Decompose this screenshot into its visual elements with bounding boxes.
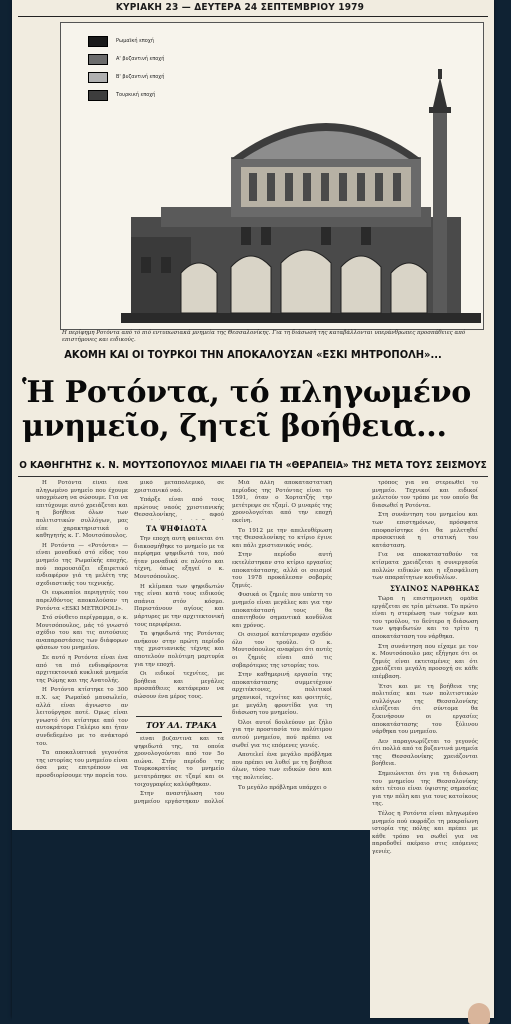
paragraph: Στην περίοδο αυτή εκτελέστηκαν στο κτίριο εργασίες αποκατάστασης, αλλά οι σεισμοί του 1978 προκάλεσαν σοβαρές ζημιές. — [232, 552, 332, 589]
section-heading: ΣΥΛΙΝΟΣ ΝΑΡΘΗΚΑΣ — [390, 584, 480, 593]
article-byline: ΤΟΥ ΑΛ. ΤΡΑΚΑ — [146, 720, 217, 730]
byline-rule — [136, 716, 222, 717]
thumb-holding-clipping — [468, 1003, 490, 1024]
paragraph: Αποτελεί ένα μεγάλο πρόβλημα που πρέπει να λυθεί με τη βοήθεια όλων, τόσο των ειδικών όσο και της πολιτείας. — [232, 752, 332, 781]
figure-legend — [88, 32, 164, 104]
article-column-2-middle — [134, 536, 224, 714]
article-overline: ΑΚΟΜΗ ΚΑΙ ΟΙ ΤΟΥΡΚΟΙ ΤΗΝ ΑΠΟΚΑΛΟΥΣΑΝ «ΕΣΚΙ ΜΗΤΡΟΠΟΛΗ»... — [64, 348, 442, 361]
paragraph: Τα αποκαλυπτικά γεγονότα της ιστορίας του μνημείου είναι όσα μας επιτρέπουν να προσδιορίσουμε την πορεία του. — [36, 750, 128, 779]
paragraph: Οι ευρωπαίοι περιηγητές του παρελθόντος αποκαλούσαν τη Ροτόντα «ESKI METROPOLI». — [36, 590, 128, 612]
figure-caption: Η περίφημη Ροτόντα από τό πιό εντυπωσιακά μνημεία της Θεσσαλονίκης. Για τη διάσωσή της καταβάλλονται υπεράνθρωπες προσπάθειες από επιστήμονες και ειδικούς. — [62, 330, 466, 343]
legend-item — [88, 50, 164, 68]
paragraph: Το 1912 με την απελευθέρωση της Θεσσαλονίκης το κτίριο έγινε και πάλι χριστιανικός ναός. — [232, 527, 332, 549]
paragraph: Οι ειδικοί τεχνίτες, με βοήθεια και μεγάλες προσπάθειες κατάφεραν να σώσουν ένα μέρος τους. — [134, 671, 224, 700]
paragraph: Την εποχή αυτή φαίνεται ότι διακοσμήθηκε το μνημείο με τα περίφημα ψηφιδωτά του, πού ήταν μοναδικά σε πλούτο και τέχνη, όπως εξηγεί ο κ. Μουτσόπουλος. — [134, 536, 224, 580]
legend-label: Τουρκική εποχή — [116, 92, 156, 98]
paragraph: Η Ροτόντα — «Ροτόντα» — είναι μοναδικό στό είδος του μνημείο της Ρωμαϊκής εποχής, πού παρουσιάζει εξαιρετικό ενδιαφέρον γιά τη μελέτη της σχεδιαστικής του τεχνικής. — [36, 542, 128, 587]
paragraph: Για να αποκατασταθούν τα κτίσματα χρειάζεται η συνεργασία πολλών ειδικών και η εξασφάλιση των απαραίτητων κονδυλίων. — [372, 552, 478, 580]
paragraph: Στό σύνθετο περίγραμμα, ο κ. Μουτσόπουλος, μάς τό γνωστό σχέδιο του και τις αυτούσιες αναπαραστάσεις των διάφορων φάσεων του μνημείου. — [36, 615, 128, 652]
legend-swatch — [88, 36, 108, 47]
byline-rule — [136, 732, 222, 733]
article-headline: Ἡ Ροτόντα, τό πληγωμένο μνημεῖο, ζητεῖ βοήθεια... — [22, 375, 471, 444]
paragraph: Το μεγάλο πρόβλημα υπάρχει ο — [238, 784, 327, 791]
legend-swatch — [88, 54, 108, 65]
article-column-1 — [36, 480, 128, 804]
paragraph: Φυσικά οι ζημιές που υπέστη το μνημείο είναι μεγάλες και για την αποκατάστασή τους θα απαιτηθούν σημαντικά κονδύλια και χρόνος. — [232, 592, 332, 629]
legend-swatch — [88, 90, 108, 101]
paragraph: Οι σεισμοί κατέστρεψαν σχεδόν όλο τον τρούλο. Ο κ. Μουτσόπουλος αναφέρει ότι αυτές οι ζημιές είναι από τις σοβαρότερες της ιστορίας του. — [232, 632, 332, 669]
paragraph: Τώρα η επιστημονική ομάδα εργάζεται σε τρία μέτωπα. Το πρώτο είναι η στερέωση των τοίχων και του τρούλου, το δεύτερο η διάσωση των ψηφιδωτών και το τρίτο η αποκατάσταση του νάρθηκα. — [372, 596, 478, 640]
paragraph: Η Ροτόντα κτίστηκε το 300 π.Χ. ως Ρωμαϊκό μαυσωλείο, αλλά είναι άγνωστο αν λειτούργησε ποτέ. Ομως είναι γνωστό ότι κτίστηκε από τον αυτοκράτορα Γαλέριο και ήταν συνδεδεμένο με το ανάκτορό του. — [36, 687, 128, 747]
paragraph: Σε αυτό η Ροτόντα είναι ένα από τα πιό ενδιαφέροντα αρχιτεκτονικά κυκλικά μνημεία της Ρώμης και της Ανατολής. — [36, 655, 128, 684]
article-column-4-top — [372, 480, 478, 580]
paragraph: είναι βυζαντινά και τα ψηφιδωτά της, τα οποία χρονολογούνται από τον 5ο αιώνα. Στήν περίοδο της Τουρκοκρατίας το μνημείο μετατράπηκε σε τζαμί και οι τοιχογραφίες καλύφθηκαν. — [134, 736, 224, 788]
rotunda-section-drawing — [121, 67, 481, 329]
paragraph: τρόπος για να στερεωθεί το μνημείο. Τεχνικοί και ειδικοί μελετούν τον τρόπο με τον οποίο θα διασωθεί η Ροτόντα. — [372, 480, 478, 509]
paragraph: Όλοι αυτοί δουλεύουν με ζήλο για την προστασία του πολύτιμου αυτού μνημείου, πού πρέπει να σωθεί για τις επόμενες γενιές. — [232, 719, 332, 749]
paragraph: Στη συνάντηση που είχαμε με τον κ. Μουτσόπουλο μας εξήγησε ότι οι ζημιές είναι εκτεταμένες και ότι χρειάζεται μεγάλη προσοχή σε κάθε επέμβαση. — [372, 643, 478, 680]
page-header: ΚΥΡΙΑΚΗ 23 — ΔΕΥΤΕΡΑ 24 ΣΕΠΤΕΜΒΡΙΟΥ 1979 — [115, 2, 365, 13]
paragraph: Στη συνάντηση του μνημείου και των επιστημόνων, πρόσφατα αποφασίστηκε ότι θα μελετηθεί προσεκτικά η στατική του κατάσταση. — [372, 512, 478, 549]
background-area — [12, 830, 370, 1024]
paragraph: Δεν παραγνωρίζεται το γεγονός ότι πολλά από τα βυζαντινά μνημεία της Θεσσαλονίκης χρειάζονται βοήθεια. — [372, 738, 478, 768]
legend-label: Α' βυζαντινή εποχή — [116, 56, 165, 62]
legend-item — [88, 86, 164, 104]
article-column-2-bottom — [134, 736, 224, 804]
subhead-rule — [18, 476, 488, 477]
header-rule — [18, 16, 488, 17]
paragraph: Τα ψηφιδωτά της Ροτόντας ανήκουν στην πρώτη περίοδο της χριστιανικής τέχνης και αποτελούν πολύτιμη μαρτυρία για την εποχή. — [134, 631, 224, 668]
paragraph: Η κλίμακα των ψηφιδωτών της είναι κατά τους ειδικούς σπάνια στόν κόσμο. Παριστάνουν αγίους και μάρτυρες με την αρχιτεκτονική τους περιφέρεια. — [134, 583, 224, 628]
paragraph: Υπάρξε είναι από τους πρώτους ναούς χριστιανικής Θεσσαλονίκης, αφού — [134, 497, 224, 519]
legend-item — [88, 68, 164, 86]
legend-swatch — [88, 72, 108, 83]
paragraph: Η Ροτόντα είναι ένα πληγωμένο μνημείο που έχουμε υποχρέωση να σώσουμε. Για να επιτύχουμε αυτό χρειάζεται και η βοήθεια όλων των πολιτιστικών συλλόγων, μας είπε χαρακτηριστικά ο καθηγητής κ. Γ. Μουτσόπουλος. — [36, 480, 128, 540]
paragraph: Σημειώνεται ότι για τη διάσωση του μνημείου της Θεσσαλονίκης κάτι τέτοιο είναι ύψιστης σημασίας για την πόλη και για τους κατοίκους της. — [372, 771, 478, 808]
legend-label: Β' βυζαντινή εποχή — [116, 74, 165, 80]
paragraph: Τέλος η Ροτόντα είναι πληγωμένο μνημείο πού εκφράζει τη μακραίωνη ιστορία της πόλης και πρέπει με κάθε τρόπο να σωθεί για να παραδοθεί ακέραιο στις επόμενες γενιές. — [372, 811, 478, 855]
legend-label: Ρωμαϊκή εποχή — [116, 38, 154, 44]
legend-item — [88, 32, 164, 50]
article-column-3 — [232, 480, 332, 828]
paragraph: Μιά άλλη αποκαταστατική περίοδος της Ροτόντας είναι το 1591, όταν ο Χορτατζής την μετέτρεψε σε τζαμί. Ο μιναρές της χρονολογείται από την εποχή εκείνη. — [232, 480, 332, 524]
paragraph: Στην αναστήλωση του μνημείου εργάστηκαν πολλοί — [134, 791, 224, 804]
paragraph: Στην καθημερινή εργασία της αποκατάστασης συμμετέχουν αρχιτέκτονες, πολιτικοί μηχανικοί, τεχνίτες και φοιτητές, με μεγάλη φροντίδα για τη διάσωση του μνημείου. — [232, 672, 332, 717]
article-subheadline: Ο ΚΑΘΗΓΗΤΗΣ κ. Ν. ΜΟΥΤΣΟΠΟΥΛΟΣ ΜΙΛΑΕΙ ΓΙΑ ΤΗ «ΘΕΡΑΠΕΙΑ» ΤΗΣ ΜΕΤΑ ΤΟΥΣ ΣΕΙΣΜΟΥΣ — [19, 460, 487, 471]
section-heading: ΤΑ ΨΗΦΙΔΩΤΑ — [146, 524, 208, 533]
article-column-2-top — [134, 480, 224, 520]
paragraph: Έτσι και με τη βοήθεια της πολιτείας και των πολιτιστικών συλλόγων της Θεσσαλονίκης ελπίζεται ότι σύντομα θα ξεκινήσουν οι εργασίες αποκατάστασης του ξύλινου νάρθηκα του μνημείου. — [372, 683, 478, 736]
paragraph: μικό μεταπολεμικό, σε χριστιανικό ναό. — [134, 480, 224, 494]
article-column-4-bottom — [372, 596, 478, 1000]
